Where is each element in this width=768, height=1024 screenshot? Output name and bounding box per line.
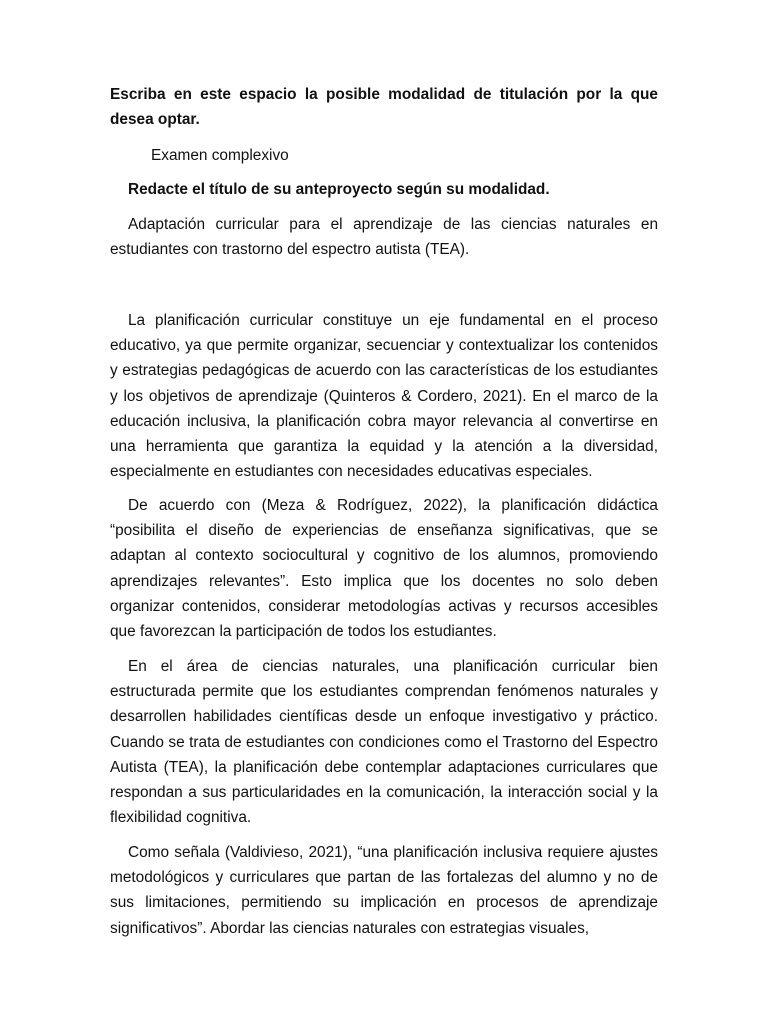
body-paragraph-3: En el área de ciencias naturales, una planificación curricular bien estructurada permite que los estudiantes comprendan fenómenos naturales y desarrollen habilidades científicas desde un enfoque investigativo y práctico. Cuando se trata de estudiantes con condiciones como el Trastorno del Espectro Autista (TEA), la planificación debe contemplar adaptaciones curriculares que respondan a sus particularidades en la comunicación, la interacción social y la flexibilidad cognitiva. (110, 658, 658, 827)
body-paragraph-1: La planificación curricular constituye un eje fundamental en el proceso educativo, ya que permite organizar, secuenciar y contextualizar los contenidos y estrategias pedagógicas de acuerdo con las características de los estudiantes y los objetivos de aprendizaje (Quinteros & Cordero, 2021). En el marco de la educación inclusiva, la planificación cobra mayor relevancia al convertirse en una herramienta que garantiza la equidad y la atención a la diversidad, especialmente en estudiantes con necesidades educativas especiales. (110, 312, 658, 481)
question-modality: Escriba en este espacio la posible modalidad de titulación por la que desea optar. (110, 86, 658, 129)
answer-modality: Examen complexivo (151, 147, 289, 164)
question-title: Redacte el título de su anteproyecto según su modalidad. (128, 181, 550, 198)
body-paragraph-2: De acuerdo con (Meza & Rodríguez, 2022), la planificación didáctica “posibilita el diseño de experiencias de enseñanza significativas, que se adaptan al contexto sociocultural y cognitivo de los alumnos, promoviendo aprendizajes relevantes”. Esto implica que los docentes no solo deben organizar contenidos, considerar metodologías activas y recursos accesibles que favorezcan la participación de todos los estudiantes. (110, 497, 658, 641)
answer-title: Adaptación curricular para el aprendizaje de las ciencias naturales en estudiantes con trastorno del espectro autista (TEA). (110, 216, 658, 259)
body-paragraph-4: Como señala (Valdivieso, 2021), “una planificación inclusiva requiere ajustes metodológicos y curriculares que partan de las fortalezas del alumno y no de sus limitaciones, permitiendo su implicación en procesos de aprendizaje significativos”. Abordar las ciencias naturales con estrategias visuales, (110, 844, 658, 937)
